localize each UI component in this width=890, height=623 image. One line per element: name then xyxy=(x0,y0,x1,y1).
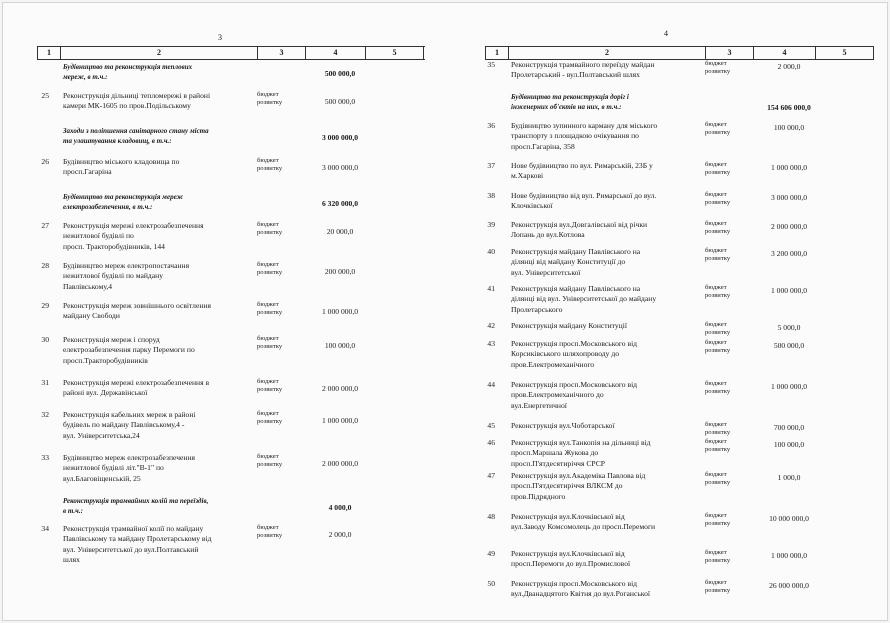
row-funding-source: бюджет розвитку xyxy=(705,380,731,396)
section-amount: 4 000,0 xyxy=(328,503,352,512)
row-description: Нове будівництво від вул. Римарської до вул. Клочківської xyxy=(511,191,657,211)
section-amount: 500 000,0 xyxy=(324,69,356,78)
row-funding-source: бюджет розвитку xyxy=(705,339,731,355)
row-description: Нове будівництво по вул. Римарській, 23Б у м.Харкові xyxy=(511,161,653,181)
row-funding-source: бюджет розвитку xyxy=(257,335,283,351)
document-sheet xyxy=(2,2,888,621)
row-funding-source: бюджет розвитку xyxy=(705,220,731,236)
section-title: Реконструкція трамвайних колій та переїздів, в т.ч.: xyxy=(63,497,209,515)
row-amount: 100 000,0 xyxy=(773,440,805,449)
row-description: Реконструкція вул.Танкопія на дільниці від просп.Маршала Жукова до просп.П'ятдесятиріччя СРСР xyxy=(511,438,651,468)
header-cell: 5 xyxy=(366,47,424,59)
row-funding-source: бюджет розвитку xyxy=(705,284,731,300)
row-number: 30 xyxy=(41,335,49,344)
row-number: 38 xyxy=(487,191,495,200)
section-title: Будівництво та реконструкція теплових мереж, в т.ч.: xyxy=(63,63,193,81)
row-amount: 10 000 000,0 xyxy=(769,514,809,523)
right-table-header xyxy=(485,46,874,60)
header-cell: 4 xyxy=(754,47,816,59)
row-description: Реконструкція вул.Клочківської від вул.Заводу Комсомолець до просп.Перемоги xyxy=(511,512,656,532)
table-row xyxy=(35,453,395,497)
row-number: 39 xyxy=(487,220,495,229)
row-description: Реконструкція мереж зовнішнього освітлення майдану Свободи xyxy=(63,301,211,321)
row-number: 33 xyxy=(41,453,49,462)
row-amount: 1 000 000,0 xyxy=(321,416,359,425)
row-amount: 3 200 000,0 xyxy=(770,249,808,258)
row-description: Будівництво зупинного карману для міського транспорту з площадкою очікування по просп.Гагаріна, 358 xyxy=(511,121,658,151)
row-number: 31 xyxy=(41,378,49,387)
row-number: 36 xyxy=(487,121,495,130)
row-description: Реконструкція просп.Московського від пров.Електромеханічного до вул.Енергетичної xyxy=(511,380,638,410)
row-number: 42 xyxy=(487,321,495,330)
row-number: 43 xyxy=(487,339,495,348)
row-amount: 1 000 000,0 xyxy=(770,382,808,391)
row-funding-source: бюджет розвитку xyxy=(705,549,731,565)
row-number: 37 xyxy=(487,161,495,170)
row-description: Реконструкція просп.Московського від Корсиківського шляхопроводу до пров.Електромеханічного xyxy=(511,339,638,369)
table-row xyxy=(481,339,841,383)
row-number: 47 xyxy=(487,471,495,480)
row-description: Будівництво мереж електрозабезпечення нежитлової будівлі літ."В-1" по вул.Благовіщенській, 25 xyxy=(63,453,196,483)
header-cell: 1 xyxy=(38,47,61,59)
section-amount: 154 606 000,0 xyxy=(767,103,811,112)
row-amount: 100 000,0 xyxy=(773,123,805,132)
right-page-number: 4 xyxy=(664,29,668,38)
section-amount: 6 320 000,0 xyxy=(321,199,359,208)
row-funding-source: бюджет розвитку xyxy=(705,579,731,595)
row-funding-source: бюджет розвитку xyxy=(257,261,283,277)
row-description: Реконструкція мережі електрозабезпечення нежитлової будівлі по просп. Тракторобудівників, 144 xyxy=(63,221,204,251)
row-number: 45 xyxy=(487,421,495,430)
table-row xyxy=(35,524,395,568)
row-amount: 2 000,0 xyxy=(777,62,801,71)
row-amount: 2 000 000,0 xyxy=(321,459,359,468)
row-funding-source: бюджет розвитку xyxy=(257,301,283,317)
row-amount: 26 000 000,0 xyxy=(769,581,809,590)
row-description: Реконструкція трамвайної колії по майдану Павлівському та майдану Пролетарському від вул. Університетської до вул.Полтавський шлях xyxy=(63,524,212,565)
row-number: 25 xyxy=(41,91,49,100)
row-amount: 1 000 000,0 xyxy=(770,286,808,295)
row-number: 34 xyxy=(41,524,49,533)
row-amount: 3 000 000,0 xyxy=(770,193,808,202)
table-row xyxy=(35,221,395,265)
row-funding-source: бюджет розвитку xyxy=(257,157,283,173)
row-description: Будівництво мереж електропостачання нежитлової будівлі по майдану Павлівському,4 xyxy=(63,261,190,291)
header-cell: 2 xyxy=(509,47,706,59)
row-number: 44 xyxy=(487,380,495,389)
row-amount: 100 000,0 xyxy=(324,341,356,350)
table-row xyxy=(481,471,841,515)
row-description: Реконструкція дільниці тепломережі в районі камери МК-1605 по пров.Подільському xyxy=(63,91,211,111)
table-row xyxy=(481,121,841,165)
row-description: Реконструкція майдану Павлівського на ділянці від вул. Університетської до майдану Пролетарського xyxy=(511,284,657,314)
left-table-header xyxy=(37,46,425,60)
row-amount: 200 000,0 xyxy=(324,267,356,276)
row-number: 50 xyxy=(487,579,495,588)
row-description: Реконструкція трамвайного переїзду майдан Пролетарський - вул.Полтавський шлях xyxy=(511,60,655,80)
row-description: Реконструкція вул.Академіка Павлова від просп.П'ятдесятиріччя ВЛКСМ до пров.Підрядного xyxy=(511,471,646,501)
row-number: 27 xyxy=(41,221,49,230)
header-cell: 2 xyxy=(61,47,258,59)
row-number: 46 xyxy=(487,438,495,447)
section-amount: 3 000 000,0 xyxy=(321,133,359,142)
row-funding-source: бюджет розвитку xyxy=(705,191,731,207)
row-funding-source: бюджет розвитку xyxy=(257,524,283,540)
row-amount: 2 000,0 xyxy=(328,530,352,539)
row-amount: 2 000 000,0 xyxy=(321,384,359,393)
row-number: 35 xyxy=(487,60,495,69)
row-amount: 1 000 000,0 xyxy=(321,307,359,316)
section-title: Будівництво та реконструкція доріг і інженерних об'єктів на них, в т.ч.: xyxy=(511,93,629,111)
section-title: Заходи з поліпшення санітарного стану міста та улаштування кладовищ, в т.ч.: xyxy=(63,127,209,145)
table-row xyxy=(35,261,395,305)
row-description: Будівництво міського кладовища по просп.Гагаріна xyxy=(63,157,180,177)
row-funding-source: бюджет розвитку xyxy=(257,453,283,469)
row-funding-source: бюджет розвитку xyxy=(705,321,731,337)
row-funding-source: бюджет розвитку xyxy=(705,421,731,437)
row-amount: 3 000 000,0 xyxy=(321,163,359,172)
row-amount: 500 000,0 xyxy=(773,341,805,350)
row-number: 40 xyxy=(487,247,495,256)
row-funding-source: бюджет розвитку xyxy=(705,471,731,487)
header-cell: 4 xyxy=(306,47,366,59)
row-description: Реконструкція майдану Павлівського на ділянці від майдану Конституції до вул. Університетської xyxy=(511,247,641,277)
header-cell: 3 xyxy=(706,47,754,59)
table-row xyxy=(35,410,395,454)
row-amount: 500 000,0 xyxy=(324,97,356,106)
row-funding-source: бюджет розвитку xyxy=(705,247,731,263)
row-description: Реконструкція вул.Клочківської від просп.Перемоги до вул.Промислової xyxy=(511,549,631,569)
row-description: Реконструкція просп.Московського від вул.Дванадцятого Квітня до вул.Роганської xyxy=(511,579,650,599)
row-number: 32 xyxy=(41,410,49,419)
row-amount: 20 000,0 xyxy=(326,227,354,236)
row-amount: 1 000 000,0 xyxy=(770,551,808,560)
table-row xyxy=(35,335,395,379)
row-amount: 1 000,0 xyxy=(777,473,801,482)
row-description: Реконструкція вул.Чоботарської xyxy=(511,421,615,430)
row-funding-source: бюджет розвитку xyxy=(705,161,731,177)
row-description: Реконструкція мереж і споруд електрозабезпечення парку Перемоги по просп.Тракторобудівників xyxy=(63,335,195,365)
row-number: 49 xyxy=(487,549,495,558)
table-row xyxy=(481,579,841,623)
header-cell: 1 xyxy=(486,47,509,59)
row-funding-source: бюджет розвитку xyxy=(257,91,283,107)
row-number: 26 xyxy=(41,157,49,166)
section-title: Будівництво та реконструкція мереж електрозабезпечення, в т.ч.: xyxy=(63,193,184,211)
row-number: 41 xyxy=(487,284,495,293)
row-amount: 2 000 000,0 xyxy=(770,222,808,231)
row-description: Реконструкція кабельних мереж в районі будівель по майдану Павлівському,4 - вул. Університетська,24 xyxy=(63,410,196,440)
row-amount: 5 000,0 xyxy=(777,323,801,332)
row-funding-source: бюджет розвитку xyxy=(257,221,283,237)
row-funding-source: бюджет розвитку xyxy=(705,512,731,528)
row-funding-source: бюджет розвитку xyxy=(257,410,283,426)
row-amount: 1 000 000,0 xyxy=(770,163,808,172)
table-row xyxy=(481,380,841,424)
row-description: Реконструкція вул.Довгалівської від річки Лопань до вул.Котлова xyxy=(511,220,648,240)
header-cell: 3 xyxy=(258,47,306,59)
row-number: 29 xyxy=(41,301,49,310)
row-description: Реконструкція майдану Конституції xyxy=(511,321,627,330)
row-funding-source: бюджет розвитку xyxy=(705,121,731,137)
left-page-number: 3 xyxy=(218,33,222,42)
row-amount: 700 000,0 xyxy=(773,423,805,432)
row-number: 28 xyxy=(41,261,49,270)
header-cell: 5 xyxy=(816,47,874,59)
row-number: 48 xyxy=(487,512,495,521)
row-funding-source: бюджет розвитку xyxy=(257,378,283,394)
row-funding-source: бюджет розвитку xyxy=(705,438,731,454)
row-funding-source: бюджет розвитку xyxy=(705,60,731,76)
row-description: Реконструкція мережі електрозабезпечення в районі вул. Державінської xyxy=(63,378,210,398)
